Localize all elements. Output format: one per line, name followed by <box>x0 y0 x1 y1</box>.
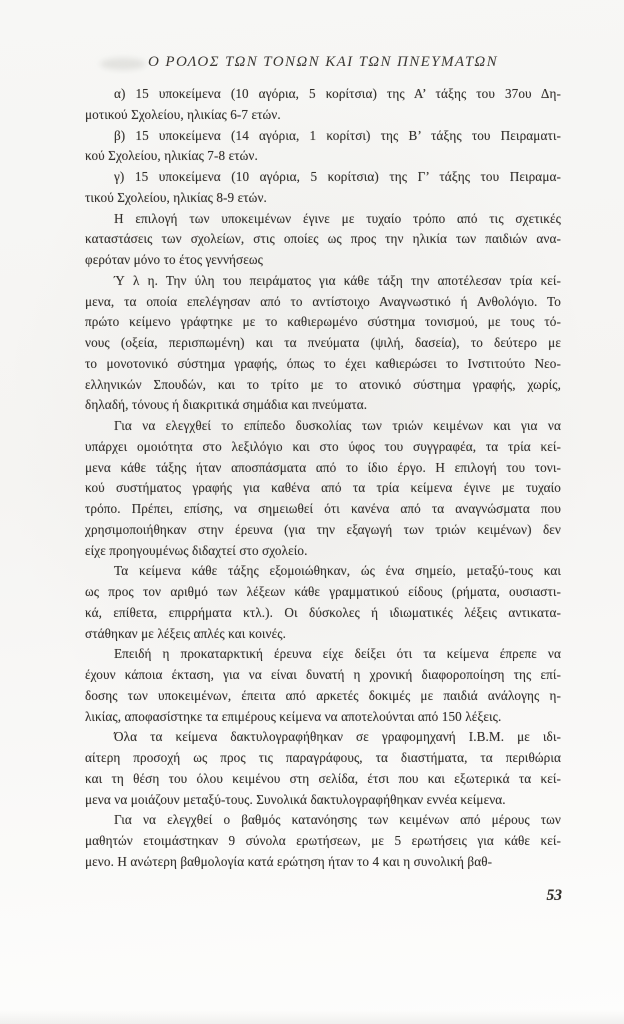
paragraph <box>85 727 561 810</box>
text-line: υπάρχει ομοιότητα στο λεξιλόγιο και στο ύφος του συγγραφέα, τα τρία κεί- <box>85 438 561 454</box>
text-line: Για να ελεγχθεί ο βαθμός κατανόησης των κειμένων από μέρους των <box>114 812 561 828</box>
text-line: καταστάσεις των σχολείων, στις οποίες ως προς την ηλικία των παιδιών ανα- <box>85 231 561 247</box>
text-line: νους (οξεία, περισπωμένη) και τα πνεύματα (ψιλή, δασεία), το δεύτερο με <box>85 335 561 350</box>
text-line: τρόπο. Πρέπει, επίσης, να σημειωθεί ότι κανένα από τα αναγνώσματα που <box>85 501 561 516</box>
text-line: β) 15 υποκείμενα (14 αγόρια, 1 κορίτσι) της Β’ τάξης του Πειραματι- <box>114 127 561 143</box>
text-line: κά, επίθετα, επιρρήματα κτλ.). Οι δύσκολες ή ιδιωματικές λέξεις αντικατα- <box>85 604 561 620</box>
text-line: δοσης των υποκειμένων, έπειτα από αρκετές δοκιμές με παιδιά ανάλογης η- <box>85 687 561 703</box>
text-block <box>85 84 561 873</box>
text-line: μενα να μοιάζουν μεταξύ-τους. Συνολικά δακτυλογραφήθηκαν εννέα κείμενα. <box>85 791 506 807</box>
text-line: α) 15 υποκείμενα (10 αγόρια, 5 κορίτσια) της Α’ τάξης του 37ου Δη- <box>114 86 561 101</box>
text-line: το μονοτονικό σύστημα γραφής, όπως το έχει καθιερώσει το Ινστιτούτο Νεο- <box>85 355 561 371</box>
text-line: γ) 15 υποκείμενα (10 αγόρια, 5 κορίτσια) της Γ’ τάξης του Πειραμα- <box>114 169 561 184</box>
paragraph <box>85 84 561 126</box>
page-number: 53 <box>546 887 562 904</box>
paragraph <box>85 271 561 416</box>
text-line: Όλα τα κείμενα δακτυλογραφήθηκαν σε γραφομηχανή I.B.M. με ιδι- <box>114 729 561 745</box>
paragraph <box>85 416 561 561</box>
paragraph <box>85 126 561 168</box>
text-line: μενο. Η ανώτερη βαθμολογία κατά ερώτηση ήταν το 4 και η συνολική βαθ- <box>85 853 493 869</box>
text-line: Τα κείμενα κάθε τάξης εξομοιώθηκαν, ώς ένα σημείο, μεταξύ-τους και <box>114 563 561 579</box>
paragraph <box>85 644 561 727</box>
text-line: φερόταν μόνο το έτος γεννήσεως <box>85 252 263 267</box>
text-line: χρησιμοποιήθηκαν στην έρευνα (για την εξαγωγή των τριών κειμένων) δεν <box>85 521 561 537</box>
text-line: Ύ λ η. Την ύλη του πειράματος για κάθε τάξη την αποτέλεσαν τρία κεί- <box>114 272 561 288</box>
text-line: αίτερη προσοχή ως προς τις παραγράφους, τα διαστήματα, τα περιθώρια <box>85 750 561 765</box>
text-line: δηλαδή, τόνους ή διακριτικά σημάδια και πνεύματα. <box>85 397 368 413</box>
text-line: μενα, τα οποία επελέγησαν από το αντίστοιχο Αναγνωστικό ή Ανθολόγιο. Το <box>85 293 561 309</box>
paragraph <box>85 810 561 872</box>
text-line: έχουν κάποια έκταση, για να είναι δυνατή η χρονική διαφοροποίηση της επί- <box>85 667 561 682</box>
text-line: κού συστήματος γραφής για καθένα από τα τρία κείμενα έγινε με τυχαίο <box>85 480 561 496</box>
text-line: ελληνικών Σπουδών, και το τρίτο με το ατονικό σύστημα γραφής, χωρίς, <box>85 376 561 392</box>
text-line: ως προς τον αριθμό των λέξεων κάθε γραμματικού είδους (ρήματα, ουσιαστι- <box>85 584 561 599</box>
text-line: πρώτο κείμενο γράφτηκε με το καθιερωμένο σύστημα τονισμού, με τους τό- <box>85 314 561 330</box>
text-line: μαθητών ετοιμάστηκαν 9 σύνολα ερωτήσεων, με 5 ερωτήσεις για κάθε κεί- <box>85 833 561 848</box>
scan-edge-shadow <box>0 1010 624 1024</box>
text-line: κού Σχολείου, ηλικίας 7-8 ετών. <box>85 148 258 164</box>
text-line: Η επιλογή των υποκειμένων έγινε με τυχαίο τρόπο από τις σχετικές <box>114 210 561 226</box>
paragraph <box>85 561 561 644</box>
text-line: μοτικού Σχολείου, ηλικίας 6-7 ετών. <box>85 106 281 122</box>
text-line: λικίας, αποφασίστηκε τα επιμέρους κείμενα να αποτελούνται από 150 λέξεις. <box>85 708 502 724</box>
text-line: Για να ελεγχθεί το επίπεδο δυσκολίας των τριών κειμένων και για να <box>114 418 561 433</box>
paragraph <box>85 209 561 271</box>
text-line: και τη θέση του όλου κειμένου στη σελίδα, έτσι που και εξωτερικά τα κεί- <box>85 770 561 786</box>
text-line: Επειδή η προκαταρκτική έρευνα είχε δείξει ότι τα κείμενα έπρεπε να <box>114 646 561 662</box>
text-line: στάθηκαν με λέξεις απλές και κοινές. <box>85 625 286 641</box>
text-line: μενα κάθε τάξης ήταν αποσπάσματα από το ίδιο έργο. Η επιλογή του τονι- <box>85 459 561 475</box>
text-line: είχε προηγουμένως διδαχτεί στο σχολείο. <box>85 542 308 558</box>
paragraph <box>85 167 561 209</box>
text-line: τικού Σχολείου, ηλικίας 8-9 ετών. <box>85 189 267 205</box>
page-title: Ο ΡΟΛΟΣ ΤΩΝ ΤΟΝΩΝ ΚΑΙ ΤΩΝ ΠΝΕΥΜΑΤΩΝ <box>148 54 498 70</box>
